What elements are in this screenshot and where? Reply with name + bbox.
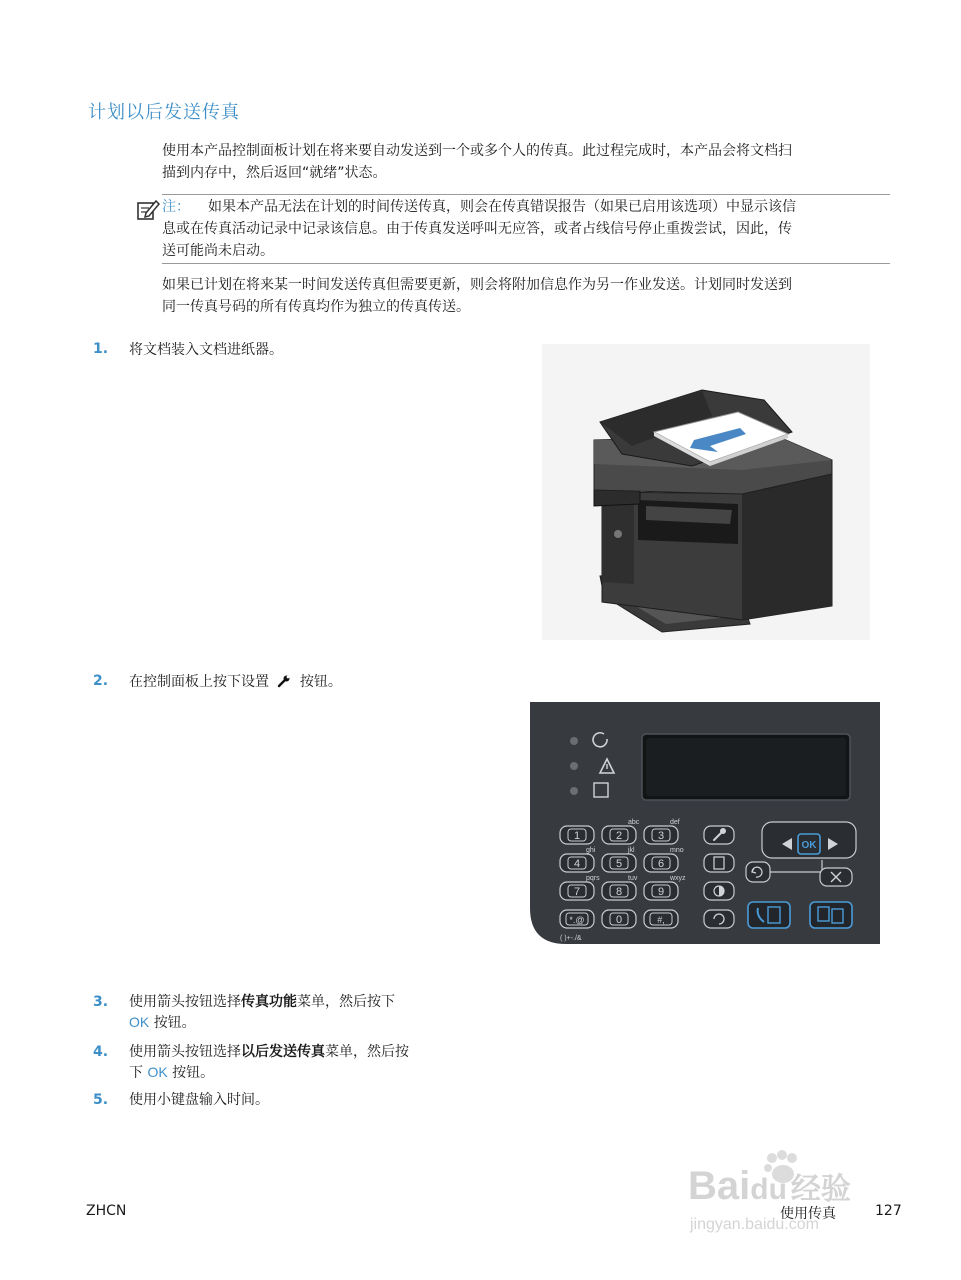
step-1-text: 将文档装入文档进纸器。	[129, 342, 283, 358]
ready-led	[570, 737, 578, 745]
step-4-text-a: 使用箭头按钮选择	[129, 1044, 241, 1060]
section-title: 计划以后发送传真	[88, 102, 240, 123]
intro-line: 描到内存中，然后返回“就绪”状态。	[162, 165, 387, 181]
key-label: *.@	[569, 915, 585, 925]
key-3[interactable]	[644, 826, 678, 844]
step-2-text-b: 按钮。	[299, 674, 342, 690]
key-letters: wxyz	[670, 875, 686, 882]
key-label: 8	[615, 886, 623, 898]
key-label: 6	[657, 858, 665, 870]
key-label: 0	[615, 914, 623, 926]
key-7[interactable]	[560, 882, 594, 900]
key-label: 7	[573, 886, 581, 898]
key-label: 4	[573, 858, 581, 870]
back-button[interactable]	[746, 862, 770, 882]
step-3-text-c: 按钮。	[153, 1015, 196, 1031]
printer-illustration	[542, 344, 870, 640]
key-label: #,	[657, 915, 665, 925]
key-star[interactable]	[560, 910, 594, 928]
note-line: 送可能尚未启动。	[162, 243, 274, 259]
key-label: 9	[657, 886, 665, 898]
footer-page-number: 127	[875, 1203, 902, 1219]
key-label: 2	[615, 830, 623, 842]
footer-section: 使用传真	[780, 1206, 836, 1222]
step-4-text-b: 菜单，然后按	[325, 1044, 409, 1060]
watermark-brand-b: du	[750, 1173, 787, 1206]
key-hash[interactable]	[644, 910, 678, 928]
note-pencil-icon	[136, 198, 160, 222]
key-letters: jkl	[628, 847, 635, 854]
step-4-menu-name: 以后发送传真	[241, 1044, 325, 1060]
key-2[interactable]	[602, 826, 636, 844]
start-fax-button[interactable]	[748, 902, 790, 928]
step-4-number: 4.	[93, 1044, 109, 1060]
step-5-text: 使用小键盘输入时间。	[129, 1092, 269, 1108]
footer-locale: ZHCN	[86, 1203, 127, 1219]
start-copy-button[interactable]	[810, 902, 852, 928]
key-6[interactable]	[644, 854, 678, 872]
key-label: 3	[657, 830, 665, 842]
fax-menu-button[interactable]	[704, 854, 734, 872]
key-5[interactable]	[602, 854, 636, 872]
intro-paragraph	[162, 140, 890, 184]
baidu-watermark	[688, 1150, 908, 1250]
key-letters: abc	[628, 819, 640, 826]
note-rule-top	[162, 194, 890, 195]
step-3-text-a: 使用箭头按钮选择	[129, 994, 241, 1010]
step-4-text-c: 下	[129, 1065, 143, 1081]
redial-button[interactable]	[704, 910, 734, 928]
ok-button-ref: OK	[129, 1014, 150, 1030]
key-9[interactable]	[644, 882, 678, 900]
ok-label: OK	[801, 840, 817, 851]
note-rule-bottom	[162, 263, 890, 264]
step-3-text-b: 菜单，然后按下	[297, 994, 395, 1010]
watermark-brand-c: 经验	[790, 1173, 851, 1206]
step-2-text	[129, 672, 342, 692]
key-letters: def	[670, 819, 680, 826]
key-letters: ghi	[586, 847, 596, 854]
key-8[interactable]	[602, 882, 636, 900]
key-4[interactable]	[560, 854, 594, 872]
update-line: 如果已计划在将来某一时间发送传真但需要更新，则会将附加信息作为另一作业发送。计划同时发送到	[162, 277, 792, 293]
contrast-button[interactable]	[704, 882, 734, 900]
wrench-icon	[277, 674, 291, 688]
control-panel-illustration	[530, 702, 880, 944]
step-3-text	[129, 992, 395, 1033]
note-line: 息或在传真活动记录中记录该信息。由于传真发送呼叫无应答，或者占线信号停止重拨尝试，因此，传	[162, 221, 792, 237]
step-5-number: 5.	[93, 1092, 109, 1108]
key-label: 5	[615, 858, 623, 870]
cancel-button[interactable]	[820, 868, 852, 886]
note-block	[162, 196, 890, 262]
attention-led	[570, 762, 578, 770]
setup-button[interactable]	[704, 826, 734, 844]
step-3-menu-name: 传真功能	[241, 994, 297, 1010]
intro-line: 使用本产品控制面板计划在将来要自动发送到一个或多个人的传真。此过程完成时，本产品会将文档扫	[162, 143, 792, 159]
toner-led	[570, 787, 578, 795]
step-4-text-d: 按钮。	[172, 1065, 215, 1081]
step-2-text-a: 在控制面板上按下设置	[129, 674, 269, 690]
key-0[interactable]	[602, 910, 636, 928]
watermark-brand-a: Bai	[688, 1164, 751, 1208]
key-label: 1	[573, 830, 581, 842]
watermark-url: jingyan.baidu.com	[690, 1216, 819, 1233]
key-letters: tuv	[628, 875, 638, 882]
key-1[interactable]	[560, 826, 594, 844]
note-line: 如果本产品无法在计划的时间传送传真，则会在传真错误报告（如果已启用该选项）中显示该信	[208, 199, 796, 215]
key-symbols: ( )+-./&	[560, 935, 582, 942]
step-1-number: 1.	[93, 341, 109, 357]
key-letters: pqrs	[586, 875, 600, 882]
note-label: 注：	[162, 199, 190, 215]
update-line: 同一传真号码的所有传真均作为独立的传真传送。	[162, 299, 470, 315]
step-3-number: 3.	[93, 994, 109, 1010]
update-paragraph	[162, 274, 890, 318]
step-4-text	[129, 1042, 409, 1083]
key-letters: mno	[670, 847, 684, 854]
ok-button-ref: OK	[147, 1064, 168, 1080]
step-2-number: 2.	[93, 673, 109, 689]
